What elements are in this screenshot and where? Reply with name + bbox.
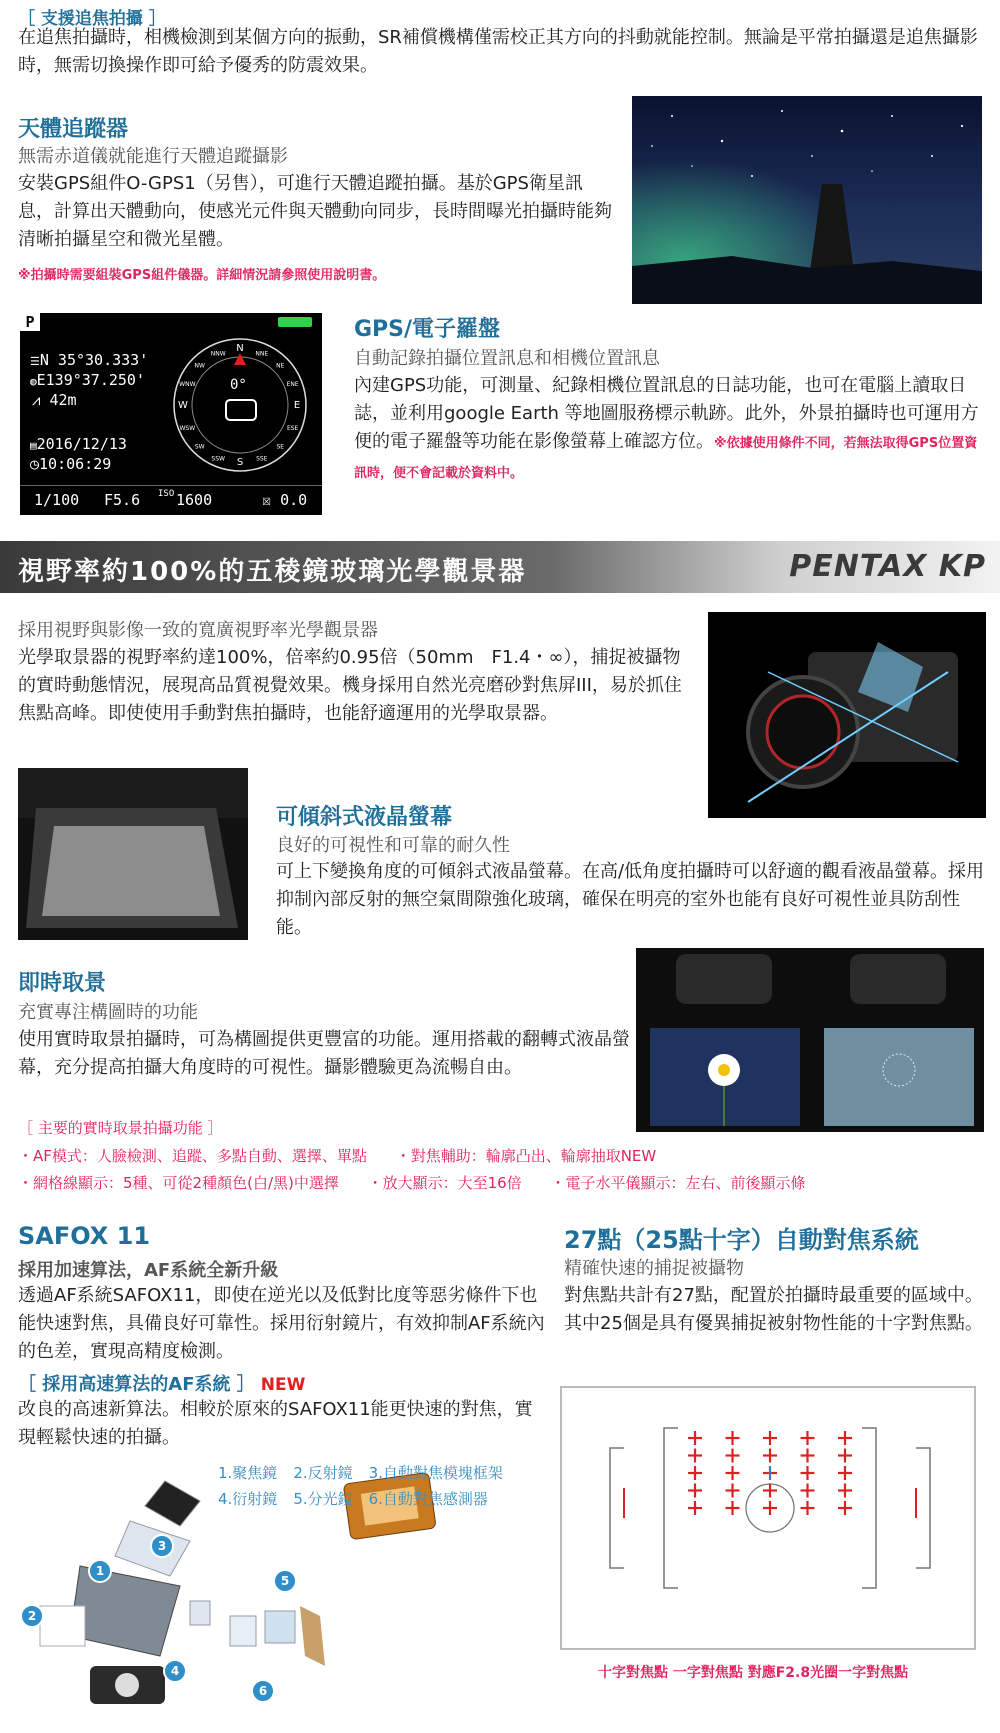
compass-label: SSW <box>211 455 225 463</box>
safox-sub-heading: ［ 採用高速算法的AF系統 ］ NEW <box>18 1374 306 1395</box>
stabilizer-body: 在追焦拍攝時，相機檢測到某個方向的振動，SR補償機構僅需校正其方向的抖動就能控制。無論是平常拍攝還是追焦攝影時，無需切換操作即可給予優秀的防震效果。 <box>18 27 978 76</box>
diagram-marker-number: 2 <box>27 1609 37 1623</box>
compass-label: ENE <box>286 381 299 389</box>
af-cross-point <box>801 1501 815 1515</box>
af-parts-row2: 4.衍射鏡 5.分光鏡 6.自動對焦感測器 <box>218 1490 488 1508</box>
af-cross-point <box>838 1466 852 1480</box>
af-cross-point <box>688 1449 702 1463</box>
astro-title: 天體追蹤器 <box>18 117 129 142</box>
af-cross-point <box>763 1431 777 1445</box>
compass-label: ESE <box>286 424 299 432</box>
diagram-marker-number: 5 <box>280 1574 290 1588</box>
viewfinder-body: 光學取景器的視野率約達100%，倍率約0.95倍（50mm F1.4・∞），捕捉被攝物的實時動態情況，展現高品質視覺效果。機身採用自然光亮磨砂對焦屏III，易於抓住焦點高峰。即使使用手動對焦拍攝時，也能舒適運用的光學取景器。 <box>18 647 682 724</box>
af-cross-point <box>801 1431 815 1445</box>
longitude: ◍E139°37.250' <box>30 371 145 389</box>
liveview-features-line1: ・AF模式：人臉檢測、追蹤、多點自動、選擇、單點 ・對焦輔助：輪廓凸出、輪廓抽取NEW <box>18 1147 657 1165</box>
new-badge: NEW <box>260 1375 306 1395</box>
battery-icon <box>278 317 312 327</box>
compass-label: E <box>293 400 301 411</box>
gps-title: GPS/電子羅盤 <box>354 317 501 342</box>
camera-icon <box>225 399 257 421</box>
compass-label: WNW <box>179 381 196 389</box>
af-cross-point <box>726 1431 740 1445</box>
compass-label: S <box>236 457 244 468</box>
liveview-features-heading: ［ 主要的實時取景拍攝功能 ］ <box>18 1119 223 1137</box>
compass-label: SSE <box>256 455 268 463</box>
af-cross-point <box>763 1449 777 1463</box>
shutter-speed: 1/100 <box>34 491 80 509</box>
safox-title: SAFOX 11 <box>18 1222 151 1250</box>
af-cross-point <box>726 1466 740 1480</box>
safox-body: 透過AF系統SAFOX11，即使在逆光以及低對比度等惡劣條件下也能快速對焦，具備良好可靠性。採用衍射鏡片，有效抑制AF系統內的色差，實現高精度檢測。 <box>18 1285 545 1362</box>
liveview-photo-outline <box>812 948 984 1132</box>
altitude: ⩘ 42m <box>32 391 77 409</box>
af-cross-point <box>726 1484 740 1498</box>
latitude: ☰N 35°30.333' <box>30 351 149 369</box>
viewfinder-photo <box>708 612 986 818</box>
mode-indicator: P <box>20 313 40 331</box>
diagram-marker-number: 6 <box>258 1684 268 1698</box>
compass-label: WSW <box>179 424 196 432</box>
af-cross-point <box>801 1466 815 1480</box>
af-parts-row1: 1.聚焦鏡 2.反射鏡 3.自動對焦模塊框架 <box>218 1464 503 1482</box>
stabilizer-heading: ［ 支援追焦拍攝 ］ <box>18 9 166 29</box>
compass-label: SW <box>194 443 205 451</box>
diagram-marker-number: 4 <box>170 1664 180 1678</box>
safox-sub-body: 改良的高速新算法。相較於原來的SAFOX11能更快速的對焦，實現輕鬆快速的拍攝。 <box>18 1399 533 1448</box>
compass-label: NE <box>276 362 285 370</box>
liveview-features-line2: ・網格線顯示：5種、可從2種顏色(白/黑)中選擇 ・放大顯示：大至16倍 ・電子水平儀顯示：左右、前後顯示條 <box>18 1174 806 1192</box>
tilt-lcd-photo <box>18 768 248 940</box>
af27-body: 對焦點共計有27點，配置於拍攝時最重要的區域中。其中25個是具有優異捕捉被射物性能的十字對焦點。 <box>564 1285 983 1334</box>
astro-subtitle: 無需赤道儀就能進行天體追蹤攝影 <box>18 146 288 167</box>
pentax-kp-logo: PENTAX KP <box>789 549 986 584</box>
af-cross-point <box>763 1501 777 1515</box>
af27-title: 27點（25點十字）自動對焦系統 <box>564 1226 919 1254</box>
af-cross-point <box>801 1484 815 1498</box>
af-cross-point <box>726 1501 740 1515</box>
af27-subtitle: 精確快速的捕捉被攝物 <box>564 1258 744 1279</box>
af-point-diagram <box>560 1386 976 1650</box>
diagram-marker-number: 1 <box>95 1564 105 1578</box>
af-cross-point <box>838 1484 852 1498</box>
gps-subtitle: 自動記錄拍攝位置訊息和相機位置訊息 <box>354 348 660 369</box>
af-cross-point <box>688 1501 702 1515</box>
compass-label: W <box>178 400 188 411</box>
date: ▤2016/12/13 <box>30 435 127 453</box>
af-cross-point <box>763 1466 777 1480</box>
astro-note: ※拍攝時需要組裝GPS組件儀器。詳細情況請參照使用說明書。 <box>18 268 386 283</box>
liveview-title: 即時取景 <box>18 971 107 996</box>
compass-label: NNE <box>255 350 269 358</box>
compass-label: N <box>236 343 244 354</box>
liveview-body: 使用實時取景拍攝時，可為構圖提供更豐富的功能。運用搭載的翻轉式液晶螢幕，充分提高拍攝大角度時的可視性。攝影體驗更為流暢自由。 <box>18 1029 630 1078</box>
liveview-photo-flower <box>636 948 812 1132</box>
af-cross-point <box>688 1466 702 1480</box>
exposure-comp: ☒ 0.0 <box>262 491 308 509</box>
diagram-marker-number: 3 <box>157 1539 167 1553</box>
compass-label: NW <box>194 362 205 370</box>
liveview-subtitle: 充實專注構圖時的功能 <box>18 1002 198 1023</box>
gps-lcd-screen <box>20 313 322 515</box>
af27-caption: 十字對焦點 一字對焦點 對應F2.8光圈一字對焦點 <box>598 1665 909 1681</box>
af-cross-point <box>801 1449 815 1463</box>
lcd-title: 可傾斜式液晶螢幕 <box>276 805 453 830</box>
af-cross-point <box>688 1484 702 1498</box>
af-cross-point <box>838 1431 852 1445</box>
gps-note: ※依據使用條件不同，若無法取得GPS位置資訊時，便不會記載於資料中。 <box>354 436 978 481</box>
iso-value: 1600 <box>176 491 213 509</box>
af-cross-point <box>763 1484 777 1498</box>
gps-body: 內建GPS功能，可測量、紀錄相機位置訊息的日誌功能，也可在電腦上讀取日誌，並利用google Earth 等地圖服務標示軌跡。此外，外景拍攝時也可運用方便的電子羅盤等功能在影像螢幕上確認方位。※依據使用條件不同，若無法取得GPS位置資訊時，便不會記載於資料中。 <box>354 375 979 481</box>
viewfinder-banner <box>0 541 1000 593</box>
af-cross-point <box>688 1431 702 1445</box>
viewfinder-subtitle: 採用視野與影像一致的寬廣視野率光學觀景器 <box>18 620 378 641</box>
af-cross-point <box>726 1449 740 1463</box>
af-cross-point <box>838 1501 852 1515</box>
banner-title: 視野率約100%的五稜鏡玻璃光學觀景器 <box>18 557 527 587</box>
heading-degree: 0° <box>230 377 247 393</box>
astro-photo <box>632 96 982 304</box>
aperture: F5.6 <box>104 491 141 509</box>
astro-body: 安裝GPS組件O-GPS1（另售），可進行天體追蹤拍攝。基於GPS衛星訊息，計算出天體動向，使感光元件與天體動向同步，長時間曝光拍攝時能夠清晰拍攝星空和微光星體。 <box>18 173 612 250</box>
lcd-subtitle: 良好的可視性和可靠的耐久性 <box>276 835 510 856</box>
compass-label: SE <box>276 443 285 451</box>
af-cross-point <box>838 1449 852 1463</box>
clock: ◷10:06:29 <box>30 455 112 473</box>
compass-label: NNW <box>210 350 226 358</box>
lcd-body: 可上下變換角度的可傾斜式液晶螢幕。在高/低角度拍攝時可以舒適的觀看液晶螢幕。採用抑制內部反射的無空氣間隙強化玻璃，確保在明亮的室外也能有良好可視性並具防刮性能。 <box>276 861 985 938</box>
safox-subtitle: 採用加速算法，AF系統全新升級 <box>18 1260 279 1281</box>
iso-label: ISO <box>158 489 175 499</box>
